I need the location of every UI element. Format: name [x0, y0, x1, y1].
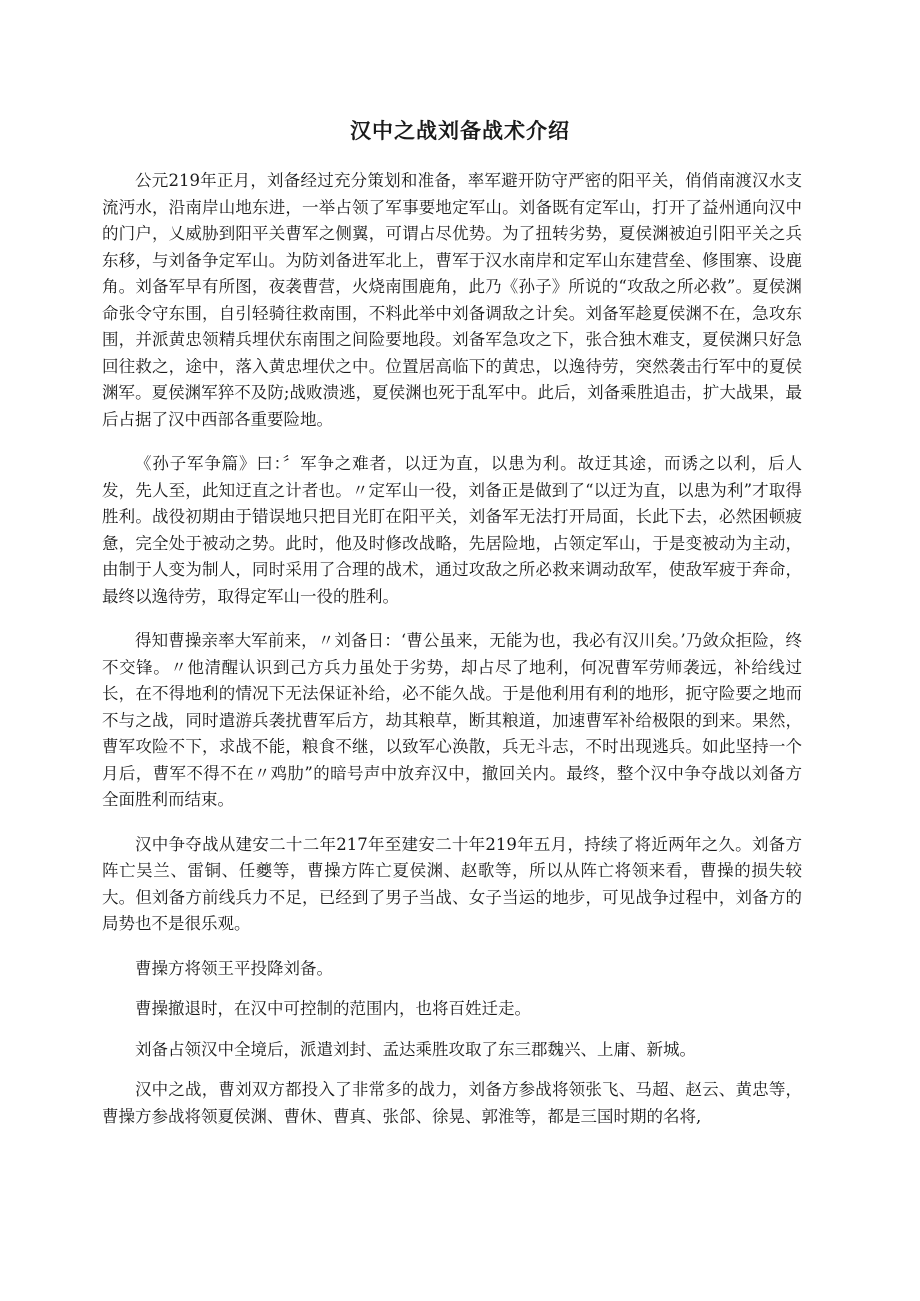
paragraph-6: 曹操撤退时，在汉中可控制的范围内，也将百姓迁走。	[135, 999, 531, 1018]
paragraph-1: 公元219年正月，刘备经过充分策划和准备，率军避开防守严密的阳平关，俏俏南渡汉水支流沔水，沿南岸山地东进，一举占领了军事要地定军山。刘备既有定军山，打开了益州通向汉中的门户，乂威胁到阳平关曹军之侧翼，可谓占尽优势。为了扭转劣势，夏侯渊被迫引阳平关之兵东移，与刘备争定军山。为防刘备进军北上，曹军于汉水南岸和定军山东建营垒、修围寨、设鹿角。刘备军早有所图，夜袭曹营，火烧南围鹿角，此乃《孙子》所说的“攻敌之所必救”。夏侯渊命张令守东围，自引轻骑往救南围，不料此举中刘备调敌之计矣。刘备军趁夏侯渊不在，急攻东围，并派黄忠领精兵埋伏东南围之间险要地段。刘备军急攻之下，张合独木难支，夏侯渊只好急回往救之，途中，落入黄忠埋伏之中。位置居高临下的黄忠，以逸待劳，突然袭击行军中的夏侯渊军。夏侯渊军猝不及防;战败溃逃，夏侯渊也死于乱军中。此后，刘备乘胜追击，扩大战果，最后占据了汉中西部各重要险地。	[102, 171, 802, 429]
paragraph-7: 刘备占领汉中全境后，派遣刘封、孟达乘胜攻取了东三郡魏兴、上庸、新城。	[135, 1039, 696, 1059]
document-body	[102, 168, 802, 1148]
document-title: 汉中之战刘备战术介绍	[350, 118, 570, 143]
paragraph-4: 汉中争夺战从建安二十二年217年至建安二十年219年五月，持续了将近两年之久。刘备方阵亡吴兰、雷铜、任夔等，曹操方阵亡夏侯渊、赵歌等，所以从阵亡将领来看，曹操的损失较大。但刘备方前线兵力不足，已经到了男子当战、女子当运的地步，可见战争过程中，刘备方的局势也不是很乐观。	[102, 834, 802, 933]
paragraph-3: 得知曹操亲率大军前来，〃刘备日：‘曹公虽来，无能为也，我必有汉川矣。’乃敛众拒险，终不交锋。〃他清醒认识到己方兵力虽处于劣势，却占尽了地利，何况曹军劳师袭远，补给线过长，在不得地利的情况下无法保证补给，必不能久战。于是他利用有利的地形，扼守险要之地而不与之战，同时遣游兵袭扰曹军后方，劫其粮草，断其粮道，加速曹军补给极限的到来。果然，曹军攻险不下，求战不能，粮食不继，以致军心涣散，兵无斗志，不时出现逃兵。如此坚持一个月后，曹军不得不在〃鸡肋”的暗号声中放弃汉中，撤回关内。最终，整个汉中争夺战以刘备方全面胜利而结束。	[102, 631, 802, 809]
paragraph-5: 曹操方将领王平投降刘备。	[135, 958, 333, 978]
paragraph-2: 《孙子军争篇》曰：〞军争之难者，以迂为直，以患为利。故迂其途，而诱之以利，后人发，先人至，此知迂直之计者也。〃定军山一役，刘备正是做到了“以迂为直，以患为利”才取得胜利。战役初期由于错误地只把目光盯在阳平关，刘备军无法打开局面，长此下去，必然困顿疲惫，完全处于被动之势。此时，他及时修改战略，先居险地，占领定军山，于是变被动为主动，由制于人变为制人，同时采用了合理的战术，通过攻敌之所必救来调动敌军，使敌军疲于奔命，最终以逸待劳，取得定军山一役的胜利。	[102, 454, 802, 606]
paragraph-8: 汉中之战，曹刘双方都投入了非常多的战力，刘备方参战将领张飞、马超、赵云、黄忠等，曹操方参战将领夏侯渊、曹休、曹真、张郃、徐晃、郭淮等，都是三国时期的名将,	[102, 1080, 802, 1126]
